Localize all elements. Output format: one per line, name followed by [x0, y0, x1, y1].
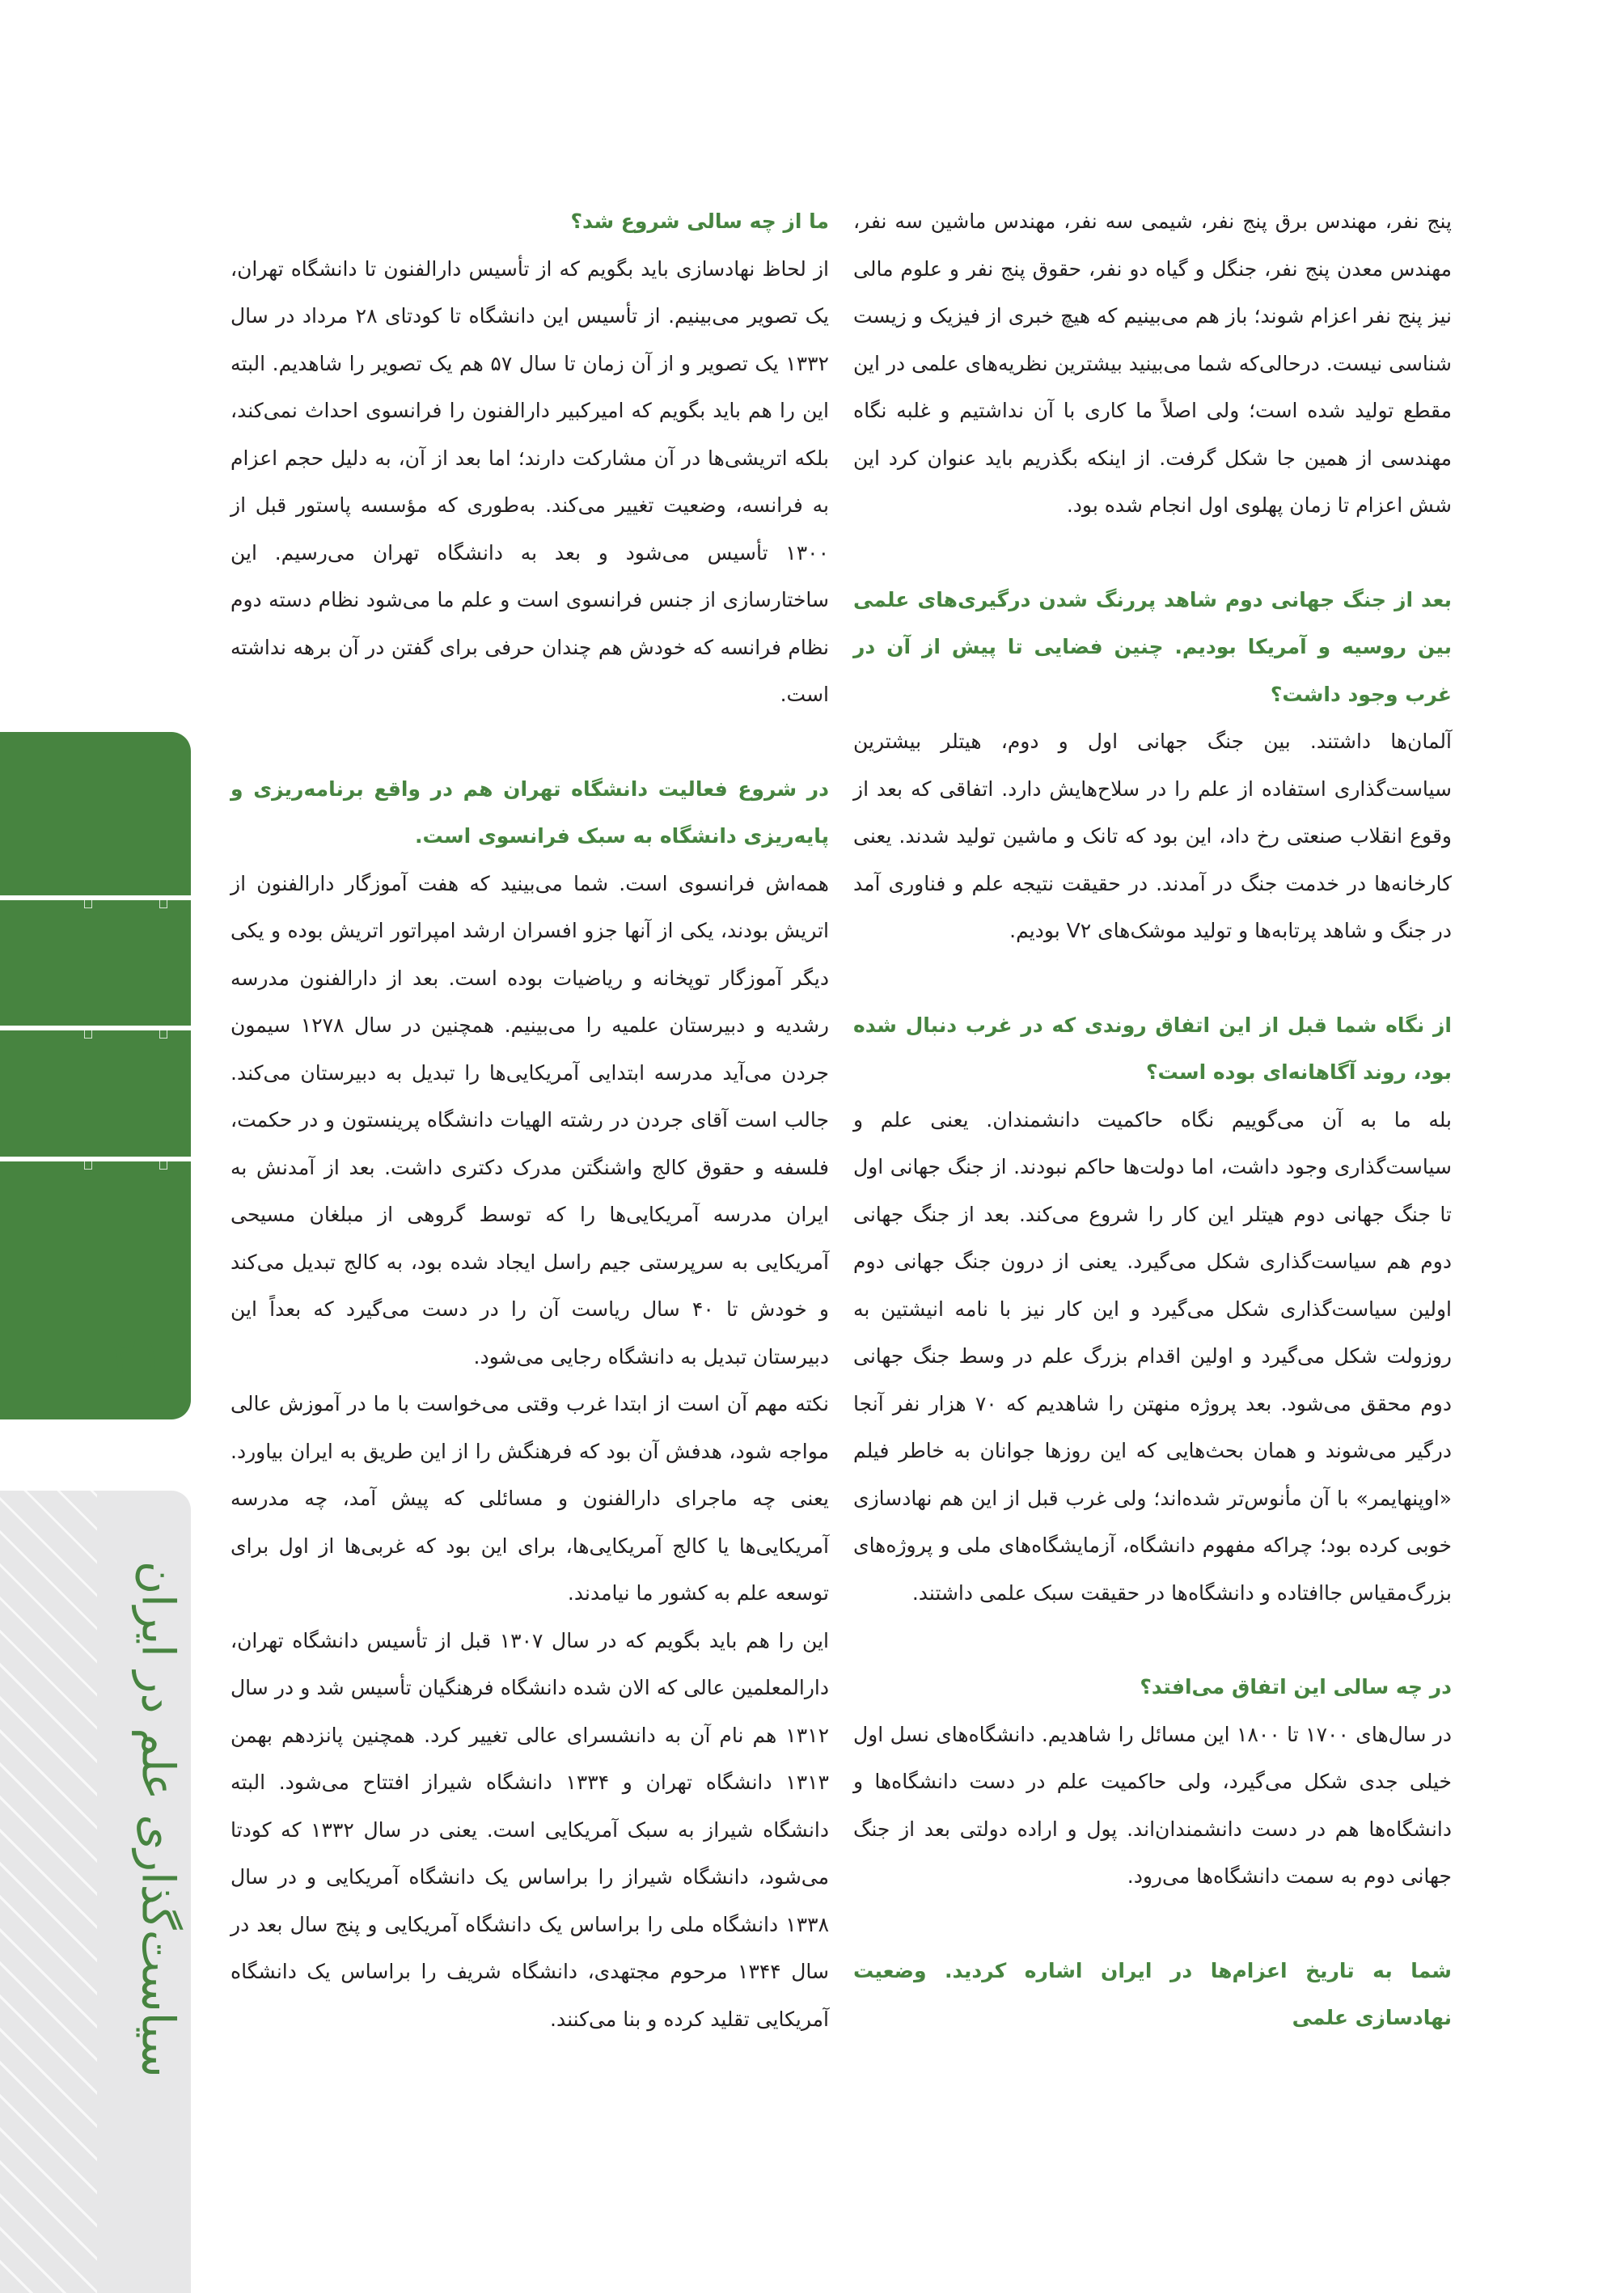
lab-glassware-icon — [1520, 938, 1613, 1031]
shelf-peg — [84, 1161, 92, 1170]
lightbulb-gear-icon — [1520, 1066, 1613, 1159]
answer-paragraph: این را هم باید بگویم که در سال ۱۳۰۷ قبل از تأسیس دانشگاه تهران، دارالمعلمین عالی که الان شده دانشگاه فرهنگیان تأسیس شد و در سال ۱۳۱۲ هم نام آن به دانشسرای عالی تغییر کرد. همچنین پانزدهم بهمن ۱۳۱۳ دانشگاه تهران و ۱۳۳۴ دانشگاه شیراز افتتاح می‌شود. البته دانشگاه شیراز به سبک آمریکایی است. یعنی در سال ۱۳۳۲ که کودتا می‌شود، دانشگاه شیراز را براساس یک دانشگاه آمریکایی و در سال ۱۳۳۸ دانشگاه ملی را براساس یک دانشگاه آمریکایی و پنج سال بعد در سال ۱۳۴۴ مرحوم مجتهدی، دانشگاه شریف را براساس یک دانشگاه آمریکایی تقلید کرده و بنا می‌کنند. — [230, 1628, 829, 2031]
answer-paragraph: آلمان‌ها داشتند. بین جنگ جهانی اول و دوم، هیتلر بیشترین سیاست‌گذاری استفاده از علم را در سلاح‌هایش دارد. اتفاقی که بعد از وقوع انقلاب صنعتی رخ داد، این بود که تانک و ماشین تولید شدند. یعنی کارخانه‌ها در خدمت جنگ در آمدند. در حقیقت نتیجه علم و فناوری آمد در جنگ و شاهد پرتابه‌ها و تولید موشک‌های V۲ بودیم. — [853, 730, 1452, 942]
interview-question: در شروع فعالیت دانشگاه تهران هم در واقع برنامه‌ریزی و پایه‌ریزی دانشگاه به سبک فرانسوی است. — [230, 776, 829, 848]
section-title: سیاست‌گذاری علم در ایران — [131, 1561, 184, 2078]
answer-paragraph: در سال‌های ۱۷۰۰ تا ۱۸۰۰ این مسائل را شاهدیم. دانشگاه‌های نسل اول خیلی جدی شکل می‌گیرد، ولی حاکمیت علم در دست دانشگاه‌ها و دانشگاه‌ها هم در دست دانشمندان‌اند. پول و اراده دولتی بعد از جنگ جهانی دوم به سمت دانشگاه‌ها می‌رود. — [853, 1722, 1453, 1888]
page-number: ۲۱ — [109, 1326, 166, 1386]
article-column-right — [853, 198, 1452, 2042]
answer-paragraph: بله ما به آن می‌گوییم نگاه حاکمیت دانشمندان. یعنی علم و سیاست‌گذاری وجود داشت، اما دولت‌ها حاکم نبودند. از جنگ جهانی اول تا جنگ جهانی دوم هیتلر این کار را شروع می‌کند. بعد از جنگ جهانی دوم هم سیاست‌گذاری شکل می‌گیرد. یعنی از درون جنگ جهانی دوم اولین سیاست‌گذاری شکل می‌گیرد و این کار نیز با نامه انیشتین به روزولت شکل می‌گیرد و اولین اقدام بزرگ علم در وسط جنگ جهانی دوم محقق می‌شود. بعد پروژه منهتن را شاهدیم که ۷۰ هزار نفر آنجا درگیر می‌شوند و همان بحث‌هایی که این روزها جوانان به خاطر فیلم «اوپنهایمر» با آن مأنوس‌تر شده‌اند؛ ولی غرب قبل از این هم نهادسازی خوبی کرده بود؛ چراکه مفهوم دانشگاه، آزمایشگاه‌های ملی و پروژه‌های بزرگ‌مقیاس جاافتاده و دانشگاه‌ها در حقیقت سبک علمی داشتند. — [853, 1107, 1452, 1605]
shelf-peg — [84, 900, 92, 908]
interview-question: ما از چه سالی شروع شد؟ — [570, 209, 829, 233]
interview-question: بعد از جنگ جهانی دوم شاهد پررنگ شدن درگیری‌های علمی بین روسیه و آمریکا بودیم. چنین فضایی تا پیش از آن در غرب وجود داشت؟ — [853, 587, 1452, 706]
microscope-icon — [1520, 809, 1613, 902]
interview-question: از نگاه شما قبل از این اتفاق روندی که در غرب دنبال شده بود، روند آگاهانه‌ای بوده است؟ — [853, 1013, 1452, 1084]
interview-question: شما به تاریخ اعزام‌ها در ایران اشاره کردید. وضعیت نهادسازی علمی — [853, 1958, 1452, 2029]
article-column-left — [230, 198, 829, 2043]
shelf-peg — [159, 1161, 167, 1170]
answer-paragraph: از لحاظ نهادسازی باید بگویم که از تأسیس دارالفنون تا دانشگاه تهران، یک تصویر می‌بینیم. از تأسیس این دانشگاه تا کودتای ۲۸ مرداد در سال ۱۳۳۲ یک تصویر و از آن زمان تا سال ۵۷ هم یک تصویر را شاهدیم. البته این را هم باید بگویم که امیرکبیر دارالفنون را فرانسوی احداث نمی‌کند، بلکه اتریشی‌ها در آن مشارکت دارند؛ اما بعد از آن، به دلیل حجم اعزام به فرانسه، وضعیت تغییر می‌کند. به‌طوری که مؤسسه پاستور قبل از ۱۳۰۰ تأسیس می‌شود و بعد به دانشگاه تهران می‌رسیم. این ساختارسازی از جنس فرانسوی است و علم ما می‌شود نظام دسته دوم نظام فرانسه که خودش هم چندان حرفی برای گفتن در آن برهه نداشته است. — [230, 256, 830, 706]
shelf-peg — [159, 900, 167, 908]
answer-paragraph: پنج نفر، مهندس برق پنج نفر، شیمی سه نفر، مهندس ماشین سه نفر، مهندس معدن پنج نفر، جنگل و گیاه دو نفر، حقوق پنج نفر و علوم مالی نیز پنج نفر اعزام شوند؛ باز هم می‌بینیم که هیچ خبری از فیزیک و زیست شناسی نیست. درحالی‌که شما می‌بینید بیشترین نظریه‌های علمی در این مقطع تولید شده است؛ ولی اصلاً ما کاری با آن نداشتیم و غلبه نگاه مهندسی از همین جا شکل گرفت. از اینکه بگذریم باید عنوان کرد این شش اعزام تا زمان پهلوی اول انجام شده بود. — [853, 209, 1452, 517]
answer-paragraph: همه‌اش فرانسوی است. شما می‌بینید که هفت آموزگار دارالفنون از اتریش بودند، یکی از آنها جزو افسران ارشد امپراتور اتریش بوده و یکی دیگر آموزگار توپخانه و ریاضیات بوده است. بعد از دارالفنون مدرسه رشدیه و دبیرستان علمیه را می‌بینیم. همچنین در سال ۱۲۷۸ سیمون جردن می‌آید مدرسه ابتدایی آمریکایی‌ها را تبدیل به دبیرستان می‌کند. جالب است آقای جردن در رشته الهیات دانشگاه پرینستون و در حکمت، فلسفه و حقوق کالج واشنگتن مدرک دکتری داشت. بعد از آمدنش به ایران مدرسه آمریکایی‌ها را که توسط گروهی از مبلغان مسیحی آمریکایی به سرپرستی جیم راسل ایجاد شده بود، به کالج تبدیل می‌کند و خودش تا ۴۰ سال ریاست آن را در دست می‌گیرد که بعداً این دبیرستان تبدیل به دانشگاه رجایی می‌شود. — [230, 871, 829, 1369]
answer-paragraph: نکته مهم آن است از ابتدا غرب وقتی می‌خواست با ما در آموزش عالی مواجه شود، هدفش آن بود که فرهنگش را از این طریق به ایران بیاورد. یعنی چه ماجرای دارالفنون و مسائلی که پیش آمد، چه مدرسه آمریکایی‌ها یا کالج آمریکایی‌ها، برای این بود که غربی‌ها از اول برای توسعه علم به کشور ما نیامدند. — [230, 1392, 829, 1605]
shelf-peg — [159, 1030, 167, 1039]
interview-question: در چه سالی این اتفاق می‌افتد؟ — [1140, 1675, 1452, 1699]
sidebar-green-panel — [0, 732, 191, 1419]
shelf-peg — [84, 1030, 92, 1039]
magazine-logo: فرهیختگان — [1448, 1178, 1613, 1221]
